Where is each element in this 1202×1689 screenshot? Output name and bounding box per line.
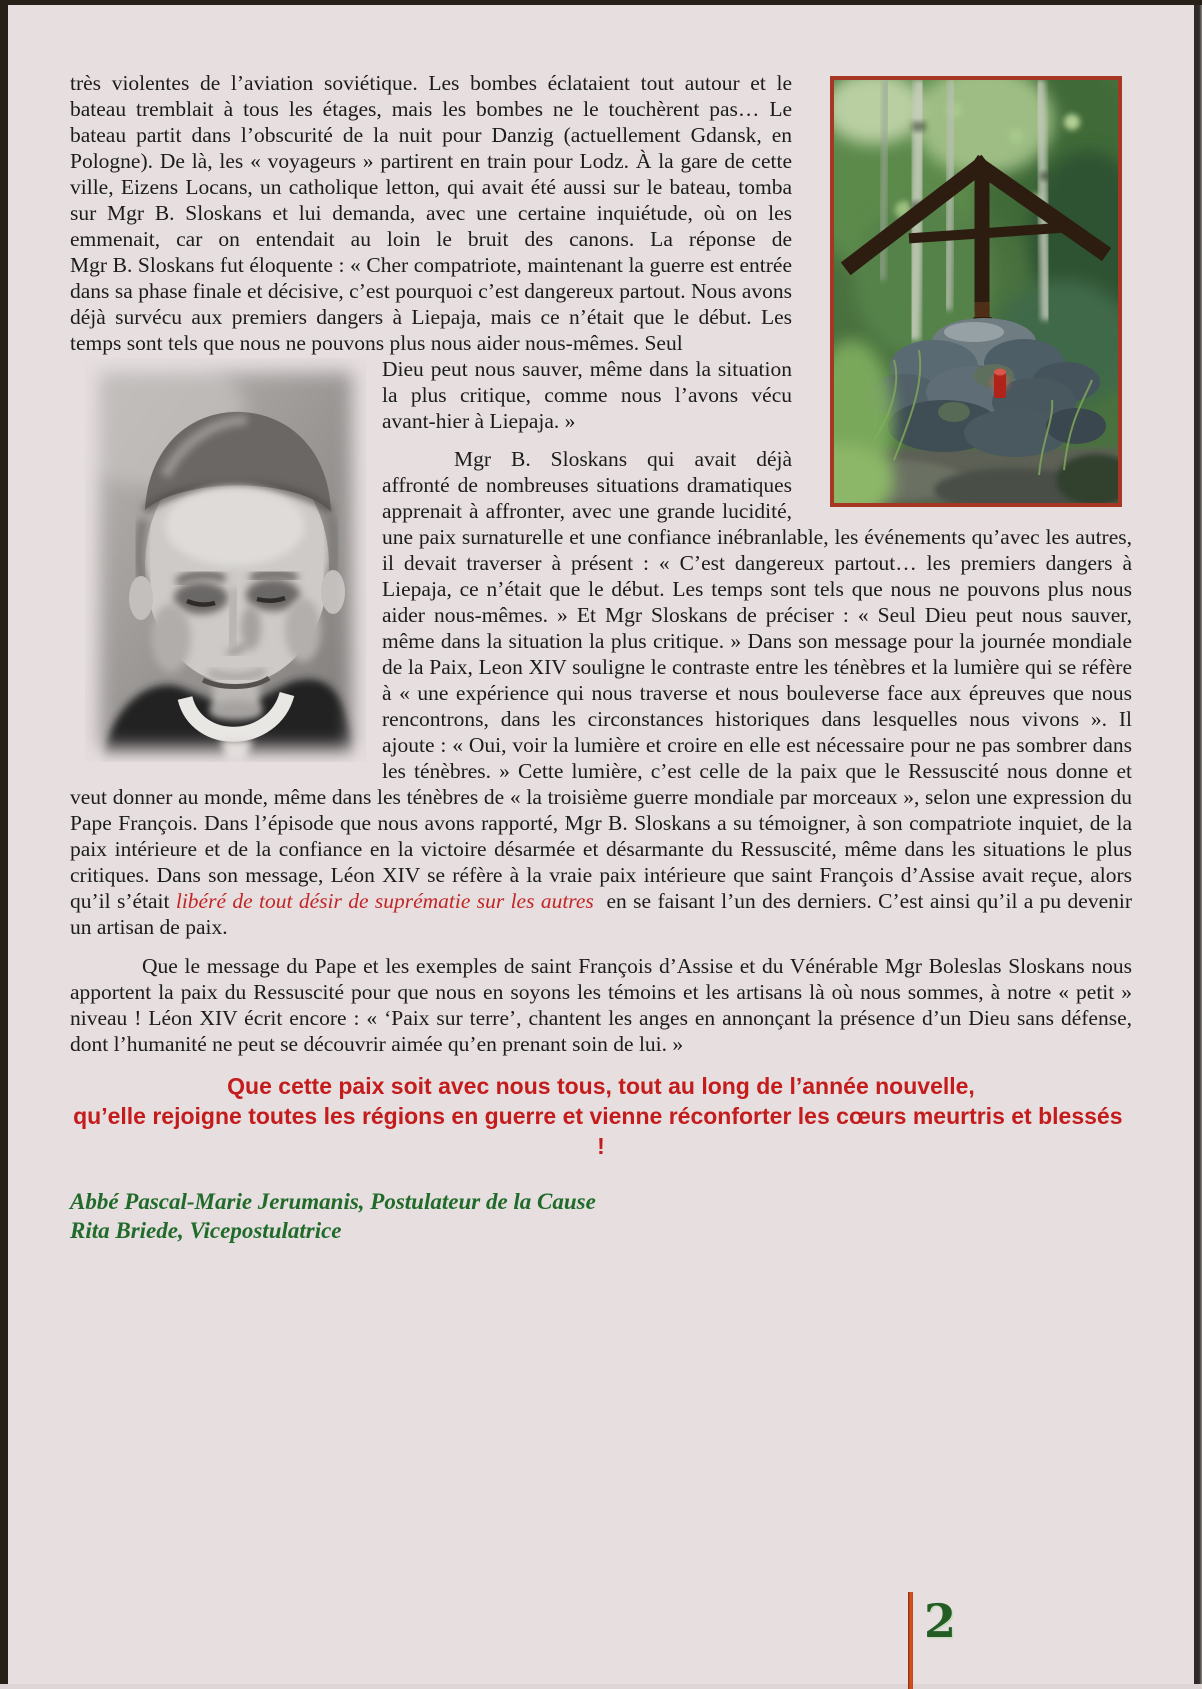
portrait-photo-art — [85, 358, 366, 762]
article-body — [8, 5, 1195, 1245]
page-number: 2 — [924, 1594, 957, 1648]
signature-postulator: Abbé Pascal-Marie Jerumanis, Postulateur de la Cause — [70, 1189, 596, 1214]
signature-vicepostulator: Rita Briede, Vicepostulatrice — [70, 1218, 342, 1243]
page-edge-bottom — [0, 1684, 1202, 1689]
paragraph-4: Que le message du Pape et les exemples de saint François d’Assise et du Vénérable Mgr Boleslas Sloskans nous apportent la paix du Ressuscité pour que nous en soyons les témoins et les artisans là où nous sommes, à notre « petit » niveau ! Léon XIV écrit encore : « ‘Paix sur terre’, chantent les anges en annonçant la présence d’un Dieu sans défense, dont l’humanité ne peut se découvrir aimée qu’en prenant soin de lui. » — [70, 954, 1132, 1056]
peace-line-2: qu’elle rejoigne toutes les régions en guerre et vienne réconforter les cœurs meurtris et blessés ! — [73, 1103, 1129, 1159]
paragraph-2: Dieu peut nous sauver, même dans la situation la plus critique, comme nous l’avons vécu avant-hier à Liepaja. » — [382, 357, 792, 433]
paragraph-3-red-quote: libéré de tout désir de suprématie sur les autres — [175, 889, 594, 913]
page-border-right — [1194, 0, 1202, 1689]
paragraph-1: très violentes de l’aviation soviétique. Les bombes éclataient tout autour et le bateau tremblait à tous les étages, mais les bombes ne le touchèrent pas… Le bateau partit dans l’obscurité de la nuit pour Danzig (actuellement Gdansk, en Pologne). De là, les « voyageurs » partirent en train pour Lodz. À la gare de cette ville, Eizens Locans, un catholique letton, qui avait été aussi sur le bateau, tomba sur Mgr B. Sloskans et lui demanda, avec une certaine inquiétude, où on les emmenait, car on entendait au loin le bruit des canons. La réponse de Mgr B. Sloskans fut éloquente : « Cher compatriote, maintenant la guerre est entrée dans sa phase finale et décisive, c’est pourquoi c’est dangereux partout. Nous avons déjà survécu aux premiers dangers à Liepaja, mais ce n’était que le début. Les temps sont tels que nous ne pouvons plus nous aider nous-mêmes. Seul — [70, 71, 792, 355]
signatures — [70, 1187, 1132, 1245]
footer-rule — [908, 1592, 913, 1689]
memorial-cross-photo-art — [834, 80, 1118, 503]
portrait-photo — [85, 358, 366, 762]
peace-line-1: Que cette paix soit avec nous tous, tout au long de l’année nouvelle, — [227, 1073, 975, 1099]
paragraph-3-text-end: en se faisant l’un des derniers. C’est ainsi qu’il a pu devenir un artisan de paix. — [70, 889, 1133, 939]
paragraph-3-text-start: Mgr B. Sloskans qui avait déjà affronté de nombreuses situations dramatiques apprenait à affronter, avec une grande lucidité, une paix surnaturelle et une confiance inébranlable, les événements qu’avec les autres, il devait traverser à présent : « C’est dangereux partout… les premiers dangers à Liepaja, ce n’était que le début. Les temps sont tels que nous ne pouvons plus nous aider nous-mêmes. » Et Mgr Sloskans de préciser : « Seul Dieu peut nous sauver, même dans la situation la plus critique. » Dans son message pour la journée mondiale de la Paix, Leon XIV souligne le contraste entre les ténèbres et la lumière qui se réfère à « une expérience qui nous traverse et nous bouleverse face aux épreuves que nous rencontrons, dans les circonstances historiques dans lesquelles nous vivons ». Il ajoute : « Oui, voir la lumière et croire en elle est nécessaire pour ne pas sombrer dans les ténèbres. » Cette lumière, c’est celle de la paix que le Ressuscité nous donne et veut donner au monde, même dans les ténèbres de « la troisième guerre mondiale par morceaux », selon une expression du Pape François. Dans l’épisode que nous avons rapporté, Mgr B. Sloskans a su témoigner, à son compatriote inquiet, de la paix intérieure et de la confiance en la victoire désarmée et désarmante du Ressuscité, même dans les situations le plus critiques. Dans son message, Léon XIV se réfère à la vraie paix intérieure que saint François d’Assise avait reçue, alors qu’il s’était — [70, 447, 1132, 913]
peace-message — [70, 1071, 1132, 1161]
page-border-left — [0, 0, 8, 1689]
memorial-cross-photo — [830, 76, 1122, 507]
